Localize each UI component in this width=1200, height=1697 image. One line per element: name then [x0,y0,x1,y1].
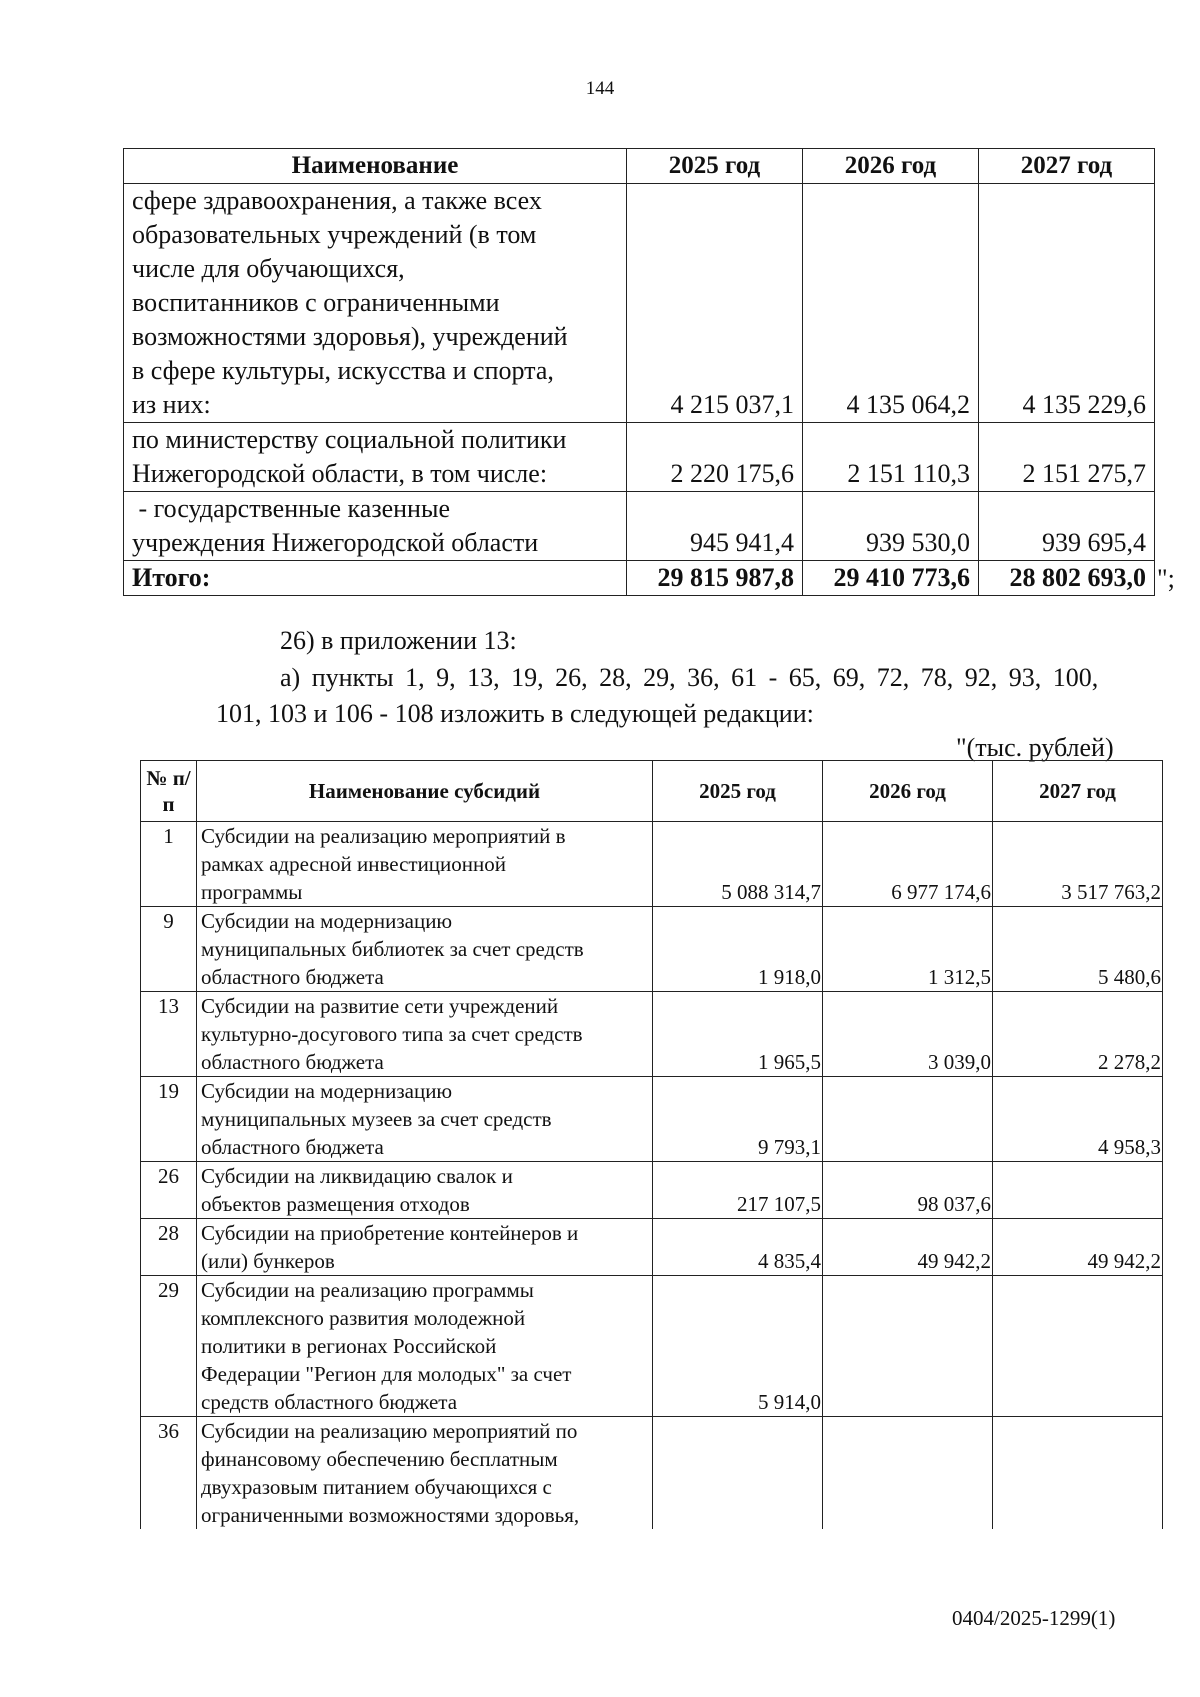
value-2025: 1 918,0 [653,907,823,992]
column-header-2025: 2025 год [653,761,823,822]
name-line: Субсидии на модернизацию [201,909,453,933]
name-line: Субсидии на развитие сети учреждений [201,994,559,1018]
value-2027 [993,1162,1163,1219]
name-line: воспитанников с ограниченными [132,288,500,317]
value-2025: 9 793,1 [653,1077,823,1162]
value-2027 [993,1417,1163,1530]
subsidy-name-cell [197,1219,653,1276]
name-line: возможностями здоровья), учреждений [132,322,568,351]
table-row [141,1162,1163,1219]
total-2026: 29 410 773,6 [802,561,978,596]
subsidy-name-cell [197,1077,653,1162]
row-name-cell [124,423,627,492]
name-line: рамках адресной инвестиционной [201,852,507,876]
column-header-2027: 2027 год [978,149,1154,184]
name-line: областного бюджета [201,965,384,989]
name-line: муниципальных музеев за счет средств [201,1107,552,1131]
name-line: объектов размещения отходов [201,1192,470,1216]
subsidy-name-cell [197,907,653,992]
value-2027: 3 517 763,2 [993,822,1163,907]
name-line: областного бюджета [201,1135,384,1159]
value-2026 [823,1417,993,1530]
value-2025: 5 914,0 [653,1276,823,1417]
row-number: 26 [141,1162,197,1219]
name-line: учреждения Нижегородской области [132,528,539,557]
column-header-2026: 2026 год [802,149,978,184]
total-2025: 29 815 987,8 [627,561,803,596]
value-2026: 98 037,6 [823,1162,993,1219]
value-2027: 49 942,2 [993,1219,1163,1276]
total-2027: 28 802 693,0 [978,561,1154,596]
table-row [124,184,1155,423]
page-number: 144 [585,78,615,99]
subsidy-name-cell [197,992,653,1077]
value-2026: 2 151 110,3 [802,423,978,492]
table-row [141,1219,1163,1276]
name-line: в сфере культуры, искусства и спорта, [132,356,554,385]
value-2027: 5 480,6 [993,907,1163,992]
value-2026: 3 039,0 [823,992,993,1077]
subsidy-name-cell [197,822,653,907]
value-2026: 49 942,2 [823,1219,993,1276]
value-2025: 945 941,4 [627,492,803,561]
subsidies-table [140,760,1163,1529]
table-row [141,907,1163,992]
value-2025: 4 835,4 [653,1219,823,1276]
value-2026: 1 312,5 [823,907,993,992]
table-row [124,423,1155,492]
value-2027 [993,1276,1163,1417]
value-2025: 217 107,5 [653,1162,823,1219]
value-2026 [823,1077,993,1162]
name-line: Нижегородской области, в том числе: [132,459,548,488]
value-2027: 4 958,3 [993,1077,1163,1162]
table-row [141,1276,1163,1417]
column-header-subsidy-name: Наименование субсидий [197,761,653,822]
name-line: Федерации "Регион для молодых" за счет [201,1362,572,1386]
subsidy-name-cell [197,1417,653,1530]
name-line: муниципальных библиотек за счет средств [201,937,584,961]
value-2026: 4 135 064,2 [802,184,978,423]
name-line: Субсидии на модернизацию [201,1079,453,1103]
row-number: 13 [141,992,197,1077]
value-2026: 939 530,0 [802,492,978,561]
paragraph-subitem-a-continued: 101, 103 и 106 - 108 изложить в следующей редакции: [216,699,814,728]
unit-label: "(тыс. рублей) [956,733,1114,762]
subsidy-name-cell [197,1162,653,1219]
value-2027: 2 151 275,7 [978,423,1154,492]
subsidy-name-cell [197,1276,653,1417]
column-header-2027: 2027 год [993,761,1163,822]
name-line: программы [201,880,303,904]
table-header-row [141,761,1163,822]
value-2026 [823,1276,993,1417]
table-row [141,1417,1163,1530]
name-line: Субсидии на приобретение контейнеров и [201,1221,579,1245]
name-line: ограниченными возможностями здоровья, [201,1503,580,1527]
name-line: финансовому обеспечению бесплатным [201,1447,558,1471]
row-name-cell [124,184,627,423]
column-header-number: № п/п [141,761,197,822]
table-row [141,822,1163,907]
value-2025 [653,1417,823,1530]
row-number: 36 [141,1417,197,1530]
value-2026: 6 977 174,6 [823,822,993,907]
row-number: 1 [141,822,197,907]
name-line: областного бюджета [201,1050,384,1074]
name-line: Субсидии на реализацию мероприятий в [201,824,566,848]
name-line: числе для обучающихся, [132,254,405,283]
total-label: Итого: [124,561,627,596]
name-line: политики в регионах Российской [201,1334,497,1358]
column-header-2026: 2026 год [823,761,993,822]
paragraph-item-26: 26) в приложении 13: [280,626,517,655]
table-row [141,1077,1163,1162]
name-line: Субсидии на реализацию программы [201,1278,534,1302]
name-line: культурно-досугового типа за счет средств [201,1022,583,1046]
table-header-row [124,149,1155,184]
value-2025: 1 965,5 [653,992,823,1077]
table-row [124,492,1155,561]
row-number: 28 [141,1219,197,1276]
paragraph-subitem-a: а) пункты 1, 9, 13, 19, 26, 28, 29, 36, 61 - 65, 69, 72, 78, 92, 93, 100, [280,663,1099,692]
closing-quote: "; [1157,564,1175,593]
name-line: (или) бункеров [201,1249,335,1273]
name-line: двухразовым питанием обучающихся с [201,1475,552,1499]
name-line: средств областного бюджета [201,1390,458,1414]
total-row [124,561,1155,596]
name-line: Субсидии на ликвидацию свалок и [201,1164,513,1188]
name-line: сфере здравоохранения, а также всех [132,186,542,215]
row-number: 29 [141,1276,197,1417]
name-line: комплексного развития молодежной [201,1306,526,1330]
name-line: Субсидии на реализацию мероприятий по [201,1419,578,1443]
column-header-name: Наименование [124,149,627,184]
column-header-2025: 2025 год [627,149,803,184]
value-2025: 2 220 175,6 [627,423,803,492]
row-name-cell [124,492,627,561]
name-line: образовательных учреждений (в том [132,220,537,249]
value-2027: 4 135 229,6 [978,184,1154,423]
name-line: из них: [132,390,211,419]
value-2025: 4 215 037,1 [627,184,803,423]
row-number: 19 [141,1077,197,1162]
document-code: 0404/2025-1299(1) [952,1606,1116,1630]
value-2025: 5 088 314,7 [653,822,823,907]
name-line: - государственные казенные [132,494,450,523]
table-row [141,992,1163,1077]
row-number: 9 [141,907,197,992]
name-line: по министерству социальной политики [132,425,567,454]
expenditure-table [123,148,1155,596]
value-2027: 2 278,2 [993,992,1163,1077]
value-2027: 939 695,4 [978,492,1154,561]
